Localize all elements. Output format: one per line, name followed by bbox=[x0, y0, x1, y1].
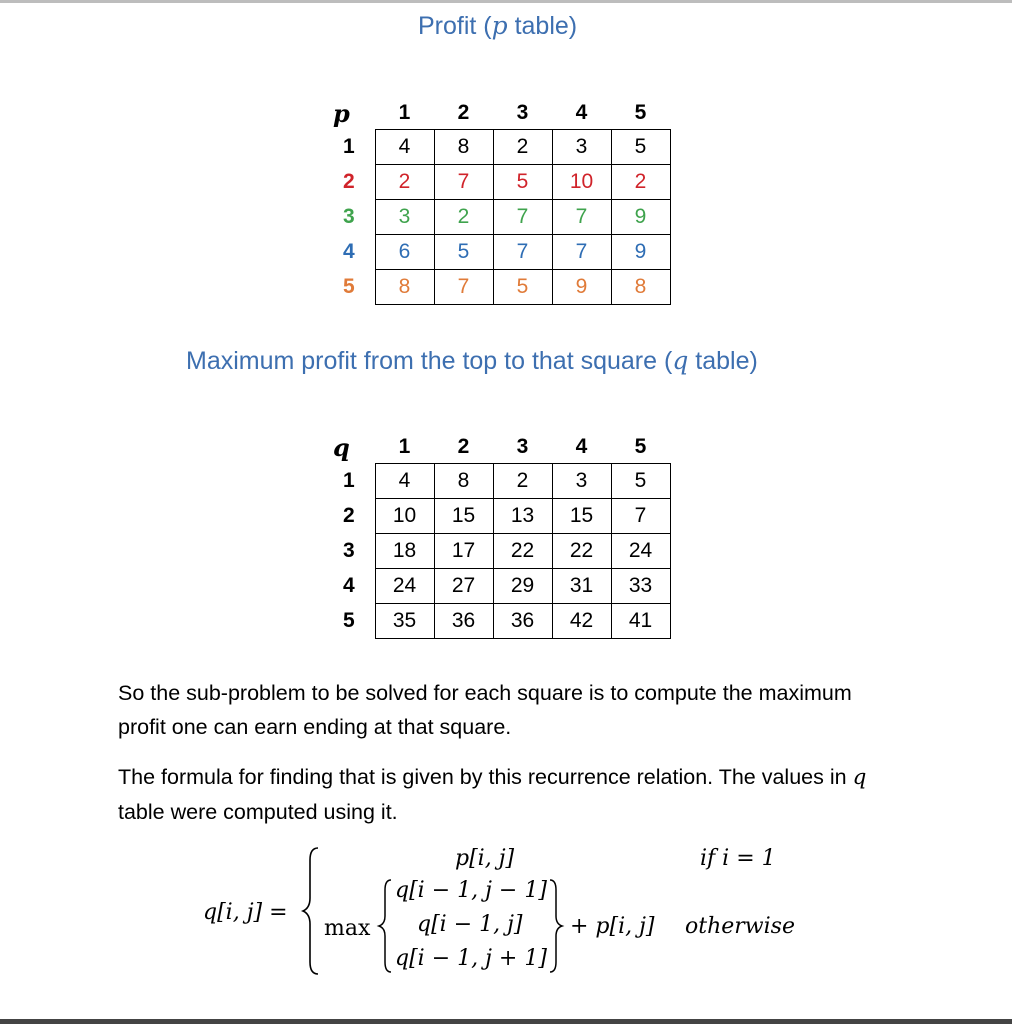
q-table-cell: 22 bbox=[552, 534, 611, 569]
formula-max-operator: max bbox=[324, 916, 371, 941]
p-row-header: 4 bbox=[343, 240, 355, 263]
q-table-cell: 17 bbox=[434, 534, 493, 569]
q-table-cell: 31 bbox=[552, 569, 611, 604]
q-table-cell: 5 bbox=[611, 464, 670, 499]
q-table-row bbox=[333, 464, 670, 499]
p-table-cell: 9 bbox=[552, 270, 611, 305]
p-table-cell: 9 bbox=[611, 200, 670, 235]
q-column-header: 3 bbox=[516, 435, 529, 458]
p-table-cell: 5 bbox=[493, 165, 552, 200]
p-column-header: 3 bbox=[516, 101, 529, 124]
bottom-border-line bbox=[0, 1019, 1012, 1024]
p-table-cell: 5 bbox=[434, 235, 493, 270]
q-table-cell: 41 bbox=[611, 604, 670, 639]
p-row-header: 3 bbox=[343, 205, 355, 228]
cases-left-brace bbox=[300, 846, 320, 976]
q-table-cell: 13 bbox=[493, 499, 552, 534]
q-table-row bbox=[333, 604, 670, 639]
p-table-title: Profit (p table) bbox=[418, 11, 578, 40]
q-table-row bbox=[333, 534, 670, 569]
p-table-cell: 7 bbox=[552, 235, 611, 270]
q-column-header: 2 bbox=[457, 435, 470, 458]
q-table-cell: 8 bbox=[434, 464, 493, 499]
q-table-cell: 22 bbox=[493, 534, 552, 569]
p-table-cell: 7 bbox=[552, 200, 611, 235]
max-left-brace bbox=[375, 878, 393, 974]
p-table bbox=[333, 97, 671, 305]
q-table-cell: 18 bbox=[375, 534, 434, 569]
p-table-cell: 9 bbox=[611, 235, 670, 270]
formula-case2-condition: otherwise bbox=[685, 914, 795, 939]
p-table-row bbox=[333, 130, 670, 165]
p-table-header-row bbox=[333, 97, 670, 130]
p-table-cell: 8 bbox=[375, 270, 434, 305]
q-table-cell: 36 bbox=[434, 604, 493, 639]
q-table-cell: 33 bbox=[611, 569, 670, 604]
p-column-header: 2 bbox=[457, 101, 470, 124]
q-table-cell: 4 bbox=[375, 464, 434, 499]
p-table-cell: 3 bbox=[375, 200, 434, 235]
formula-max-item-1: q[i − 1, j − 1] bbox=[395, 878, 547, 903]
p-table-cell: 7 bbox=[434, 270, 493, 305]
q-table-cell: 24 bbox=[611, 534, 670, 569]
p-table-cell: 2 bbox=[375, 165, 434, 200]
p-column-header: 4 bbox=[575, 101, 588, 124]
p-table-corner-label: p bbox=[333, 98, 350, 128]
p-column-header: 5 bbox=[634, 101, 647, 124]
p-table-cell: 7 bbox=[434, 165, 493, 200]
p-row-header: 5 bbox=[343, 275, 355, 298]
q-table-cell: 35 bbox=[375, 604, 434, 639]
q-table-cell: 29 bbox=[493, 569, 552, 604]
p-table-cell: 5 bbox=[493, 270, 552, 305]
p-table-cell: 5 bbox=[611, 130, 670, 165]
formula-case1-expression: p[i, j] bbox=[455, 846, 515, 871]
q-table bbox=[333, 431, 671, 639]
q-row-header: 2 bbox=[343, 504, 355, 527]
p-table-row bbox=[333, 200, 670, 235]
p-table-cell: 2 bbox=[434, 200, 493, 235]
q-table-cell: 2 bbox=[493, 464, 552, 499]
p-column-header: 1 bbox=[398, 101, 411, 124]
p-table-row bbox=[333, 270, 670, 305]
q-column-header: 4 bbox=[575, 435, 588, 458]
q-row-header: 4 bbox=[343, 574, 355, 597]
q-table-row bbox=[333, 499, 670, 534]
q-row-header: 5 bbox=[343, 609, 355, 632]
recurrence-paragraph: The formula for finding that is given by this recurrence relation. The values in q table were computed using it. bbox=[118, 765, 867, 824]
q-table-header-row bbox=[333, 431, 670, 464]
p-table-row bbox=[333, 165, 670, 200]
p-table-cell: 6 bbox=[375, 235, 434, 270]
max-right-brace bbox=[548, 878, 566, 974]
p-row-header: 2 bbox=[343, 170, 355, 193]
q-table-cell: 3 bbox=[552, 464, 611, 499]
q-table-cell: 15 bbox=[434, 499, 493, 534]
q-table-cell: 36 bbox=[493, 604, 552, 639]
q-table-title: Maximum profit from the top to that square (q table) bbox=[186, 346, 758, 375]
p-table-cell: 8 bbox=[611, 270, 670, 305]
p-table-cell: 10 bbox=[552, 165, 611, 200]
p-table-cell: 3 bbox=[552, 130, 611, 165]
q-table-row bbox=[333, 569, 670, 604]
q-table-cell: 10 bbox=[375, 499, 434, 534]
q-table-corner-label: q bbox=[333, 432, 350, 462]
formula-max-item-3: q[i − 1, j + 1] bbox=[395, 946, 547, 971]
formula-max-item-2: q[i − 1, j] bbox=[417, 912, 523, 937]
p-table-cell: 7 bbox=[493, 235, 552, 270]
q-table-cell: 7 bbox=[611, 499, 670, 534]
p-table-row bbox=[333, 235, 670, 270]
q-table-cell: 27 bbox=[434, 569, 493, 604]
formula-plus-term: + p[i, j] bbox=[570, 914, 655, 939]
q-table-cell: 15 bbox=[552, 499, 611, 534]
p-table-cell: 4 bbox=[375, 130, 434, 165]
explanation-paragraph: So the sub-problem to be solved for each square is to compute the maximum profit one can earn ending at that square. bbox=[118, 681, 852, 739]
top-border-line bbox=[0, 0, 1012, 3]
p-table-cell: 8 bbox=[434, 130, 493, 165]
q-table-cell: 42 bbox=[552, 604, 611, 639]
p-table-cell: 2 bbox=[611, 165, 670, 200]
p-row-header: 1 bbox=[343, 135, 355, 158]
q-row-header: 3 bbox=[343, 539, 355, 562]
q-table-cell: 24 bbox=[375, 569, 434, 604]
formula-case1-condition: if i = 1 bbox=[700, 846, 776, 871]
q-row-header: 1 bbox=[343, 469, 355, 492]
formula-lhs: q[i, j] = bbox=[203, 900, 288, 925]
p-table-cell: 2 bbox=[493, 130, 552, 165]
q-column-header: 1 bbox=[398, 435, 411, 458]
q-column-header: 5 bbox=[634, 435, 647, 458]
p-table-cell: 7 bbox=[493, 200, 552, 235]
